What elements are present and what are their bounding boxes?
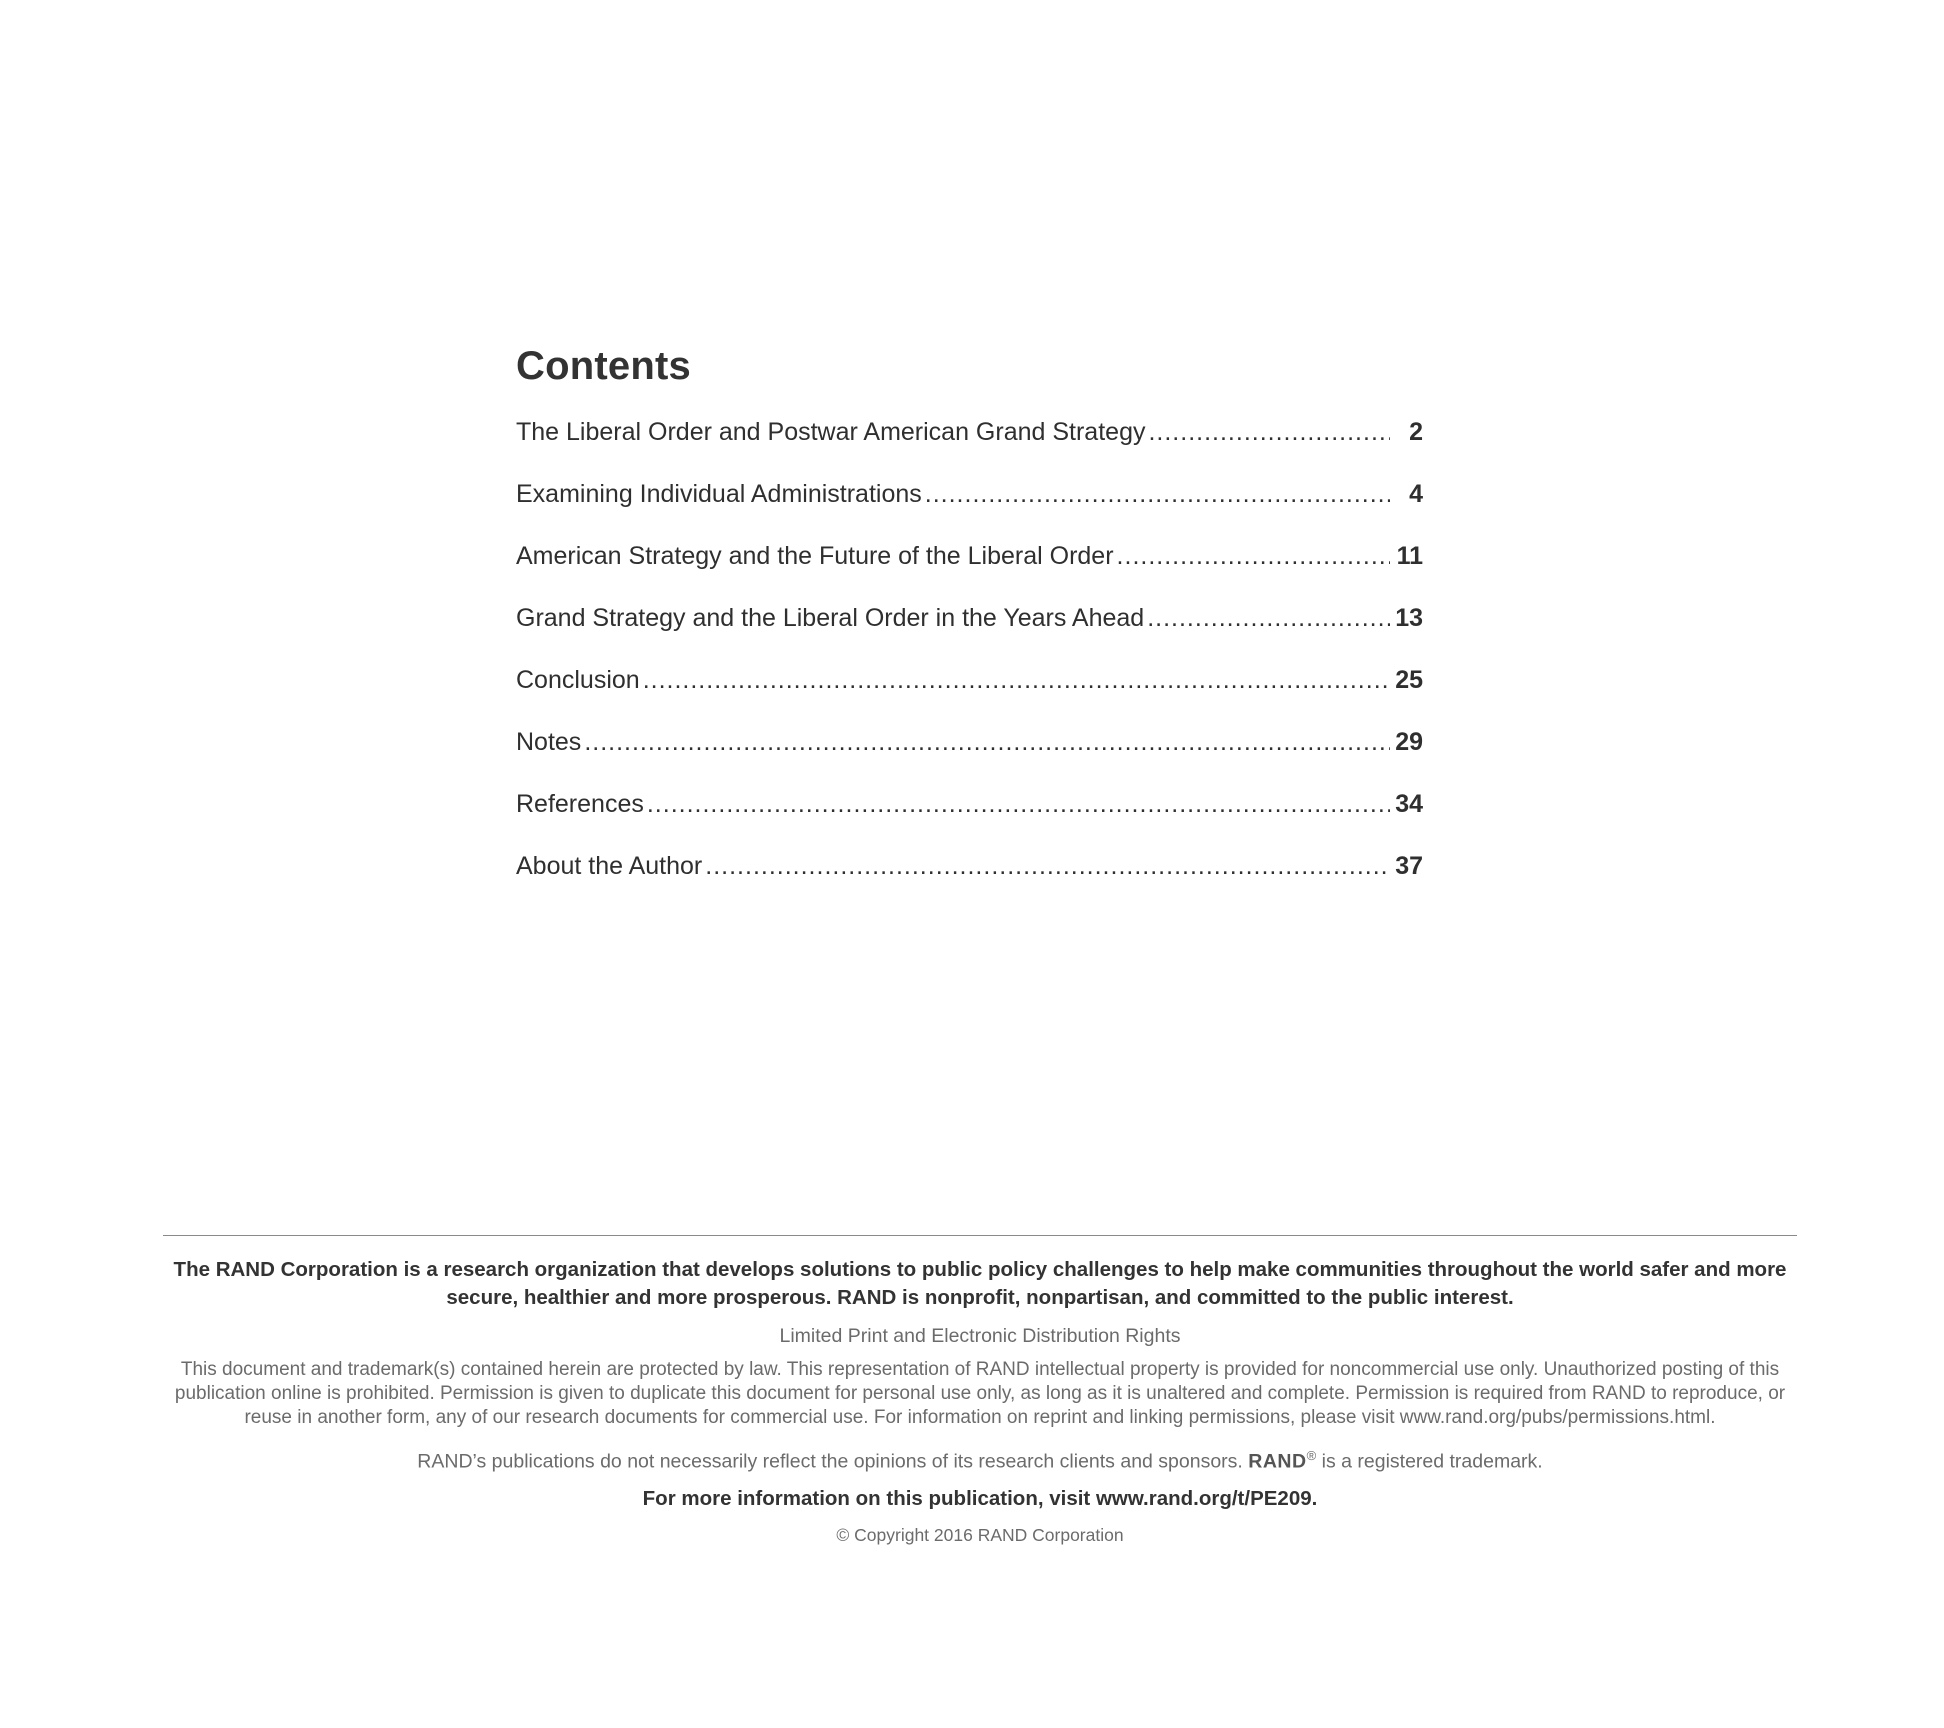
toc-entry-page: 34 — [1395, 790, 1423, 818]
contents-heading: Contents — [516, 344, 691, 388]
toc-entry-title: Notes — [516, 728, 582, 756]
toc-dot-leader — [925, 478, 1390, 510]
table-of-contents — [516, 338, 1423, 912]
toc-entry-title: The Liberal Order and Postwar American Grand Strategy — [516, 418, 1146, 446]
toc-entry-title: Conclusion — [516, 666, 640, 694]
toc-dot-leader — [647, 788, 1390, 820]
more-info-link[interactable]: For more information on this publication, visit www.rand.org/t/PE209. — [642, 1486, 1318, 1510]
toc-entry-page: 29 — [1395, 728, 1423, 756]
toc-entry[interactable] — [516, 540, 1423, 602]
toc-entry-page: 2 — [1409, 418, 1423, 446]
toc-entry[interactable] — [516, 416, 1423, 478]
toc-entry[interactable] — [516, 664, 1423, 726]
mission-statement: The RAND Corporation is a research organization that develops solutions to public policy challenges to help make communities throughout the world safer and more secure, healthier and more prosperous. RAND is nonprofit, nonpartisan, and committed to the public interest. — [173, 1258, 1787, 1309]
rights-notice: This document and trademark(s) contained herein are protected by law. This representation of RAND intellectual property is provided for noncommercial use only. Unauthorized posting of this publication online is prohibited. Permission is given to duplicate this document for personal use only, as long as it is unaltered and complete. Permission is required from RAND to reproduce, or reuse in another form, any of our research documents for commercial use. For information on reprint and linking permissions, please visit www.rand.org/pubs/permissions.html. — [174, 1359, 1786, 1428]
registered-mark: ® — [1306, 1448, 1317, 1463]
toc-dot-leader — [705, 850, 1390, 882]
toc-entry-page: 11 — [1396, 542, 1423, 570]
footer-divider — [163, 1235, 1797, 1236]
toc-entry-page: 37 — [1395, 852, 1423, 880]
toc-entry-title: Grand Strategy and the Liberal Order in the Years Ahead — [516, 604, 1145, 632]
toc-entry[interactable] — [516, 602, 1423, 664]
toc-entry[interactable] — [516, 478, 1423, 540]
toc-entry[interactable] — [516, 850, 1423, 912]
disclaimer — [163, 1442, 1797, 1476]
toc-dot-leader — [584, 726, 1390, 758]
toc-entry[interactable] — [516, 726, 1423, 788]
toc-dot-leader — [1117, 540, 1390, 572]
toc-dot-leader — [1148, 416, 1390, 448]
publication-footer — [163, 1235, 1797, 1548]
rights-heading: Limited Print and Electronic Distribution Rights — [779, 1325, 1181, 1347]
rand-brand: RAND — [1248, 1450, 1307, 1473]
toc-entry[interactable] — [516, 788, 1423, 850]
copyright-notice: © Copyright 2016 RAND Corporation — [836, 1524, 1124, 1545]
toc-entry-page: 25 — [1395, 666, 1423, 694]
toc-entry-title: References — [516, 790, 644, 818]
toc-entry-title: About the Author — [516, 852, 703, 880]
toc-entry-title: Examining Individual Administrations — [516, 480, 922, 508]
toc-entry-title: American Strategy and the Future of the Liberal Order — [516, 542, 1114, 570]
disclaimer-text: RAND’s publications do not necessarily reflect the opinions of its research clients and sponsors. — [417, 1450, 1243, 1473]
toc-entry-page: 13 — [1395, 604, 1423, 632]
trademark-text: is a registered trademark. — [1321, 1450, 1543, 1473]
toc-dot-leader — [1147, 602, 1390, 634]
toc-entry-page: 4 — [1409, 480, 1423, 508]
toc-list — [516, 416, 1423, 912]
toc-dot-leader — [643, 664, 1390, 696]
